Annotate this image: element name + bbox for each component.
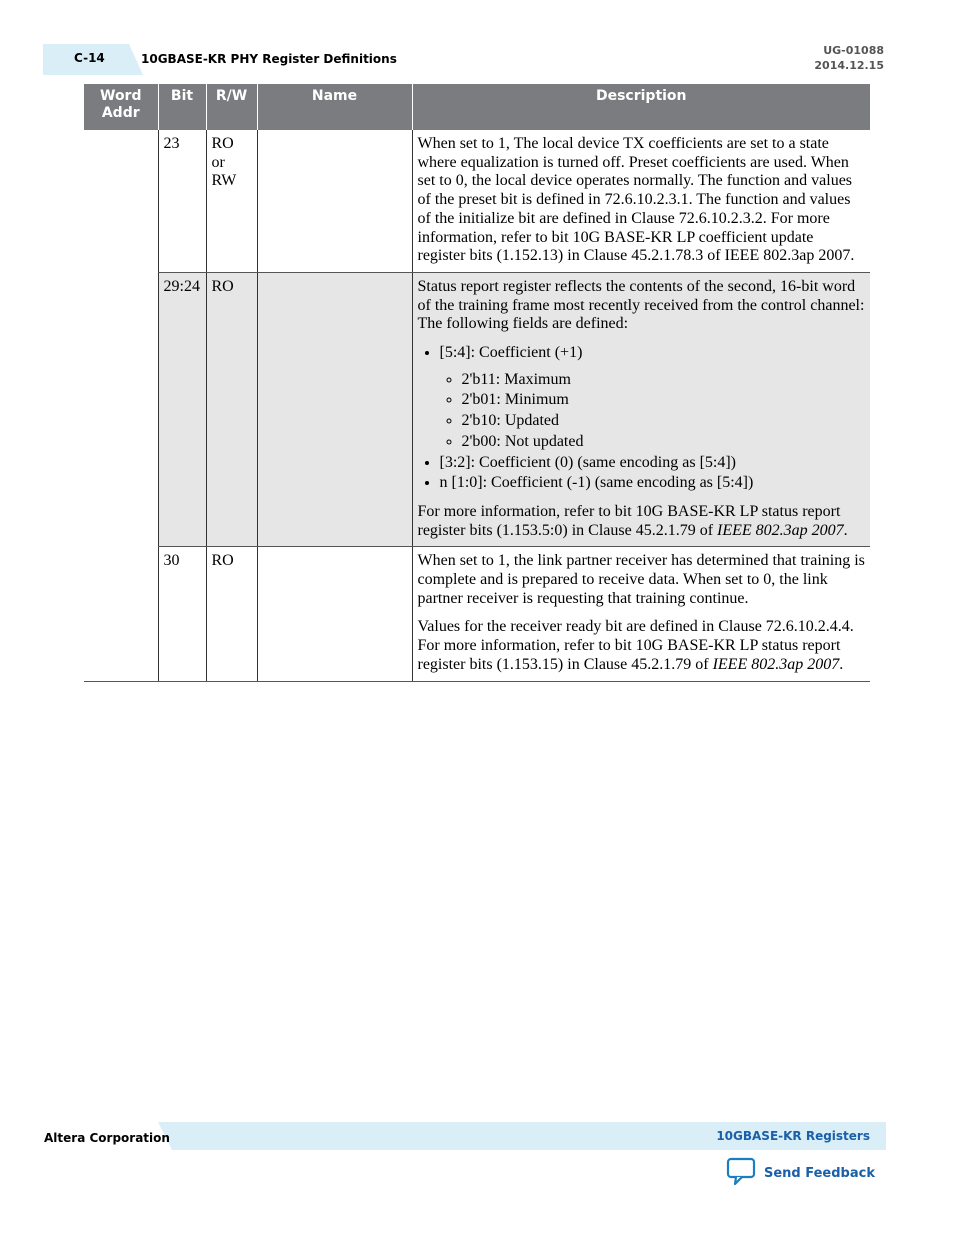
word-addr-cell bbox=[84, 547, 158, 681]
rw-line: RO bbox=[211, 135, 234, 152]
word-addr-cell bbox=[84, 272, 158, 546]
table-row bbox=[84, 272, 870, 546]
rw-line: or bbox=[211, 153, 225, 171]
table-header-row bbox=[84, 84, 870, 130]
document-id: UG-01088 bbox=[823, 44, 884, 57]
register-table bbox=[84, 84, 870, 682]
description-paragraph bbox=[418, 618, 866, 674]
speech-bubble-icon bbox=[726, 1157, 756, 1190]
column-header-bit: Bit bbox=[158, 84, 206, 130]
standard-reference: IEEE 802.3ap 2007 bbox=[712, 655, 840, 673]
column-header-rw: R/W bbox=[206, 84, 257, 130]
field-list bbox=[418, 344, 866, 493]
description-paragraph bbox=[418, 503, 866, 540]
column-header-description: Description bbox=[412, 84, 870, 130]
send-feedback-label: Send Feedback bbox=[764, 1165, 875, 1181]
description-cell bbox=[412, 272, 870, 546]
table-row bbox=[84, 547, 870, 681]
encoding-list-item: ◦ 2'b10: Updated bbox=[462, 412, 866, 431]
name-cell bbox=[257, 547, 412, 681]
rw-cell: RO bbox=[206, 547, 257, 681]
description-text: Values for the receiver ready bit are defined in Clause 72.6.10.2.4.4. For more information, refer to bit 10G BASE-KR LP status report register bits (1.153.15) in Clause 45.2.1.79 of bbox=[417, 618, 854, 673]
field-list-item-text: [5:4]: Coefficient (+1) bbox=[439, 344, 583, 362]
description-paragraph: Status report register reflects the contents of the second, 16-bit word of the training frame most recently received from the control channel: The following fields are defined: bbox=[417, 277, 865, 333]
field-list-item bbox=[440, 344, 866, 452]
bit-cell: 23 bbox=[158, 130, 206, 272]
description-text: . bbox=[839, 655, 844, 673]
bit-cell: 29:24 bbox=[158, 272, 206, 546]
rw-cell bbox=[206, 130, 257, 272]
encoding-list-item: ◦ 2'b11: Maximum bbox=[462, 371, 866, 390]
document-id-block bbox=[814, 43, 884, 73]
description-cell bbox=[412, 130, 870, 272]
name-cell bbox=[257, 272, 412, 546]
table-row bbox=[84, 130, 870, 272]
name-cell bbox=[257, 130, 412, 272]
rw-line: RW bbox=[211, 172, 237, 190]
page-title: 10GBASE-KR PHY Register Definitions bbox=[141, 52, 397, 66]
column-header-name: Name bbox=[257, 84, 412, 130]
company-name: Altera Corporation bbox=[44, 1131, 170, 1145]
send-feedback-link[interactable] bbox=[726, 1158, 875, 1188]
page-number: C-14 bbox=[74, 51, 105, 65]
description-text: For more information, refer to bit 10G BASE-KR LP status report register bits (1.153.5:0) in Clause 45.2.1.79 of bbox=[417, 502, 841, 539]
description-paragraph: When set to 1, The local device TX coefficients are set to a state where equalization is turned off. Preset coefficients are used. When set to 0, the local device operates normally. The function and values of the preset bit is defined in 72.6.10.2.3.1. The function and values of the initialize bit are defined in Clause 72.6.10.2.3.2. For more information, refer to bit 10G BASE-KR LP coefficient update register bits (1.152.13) in Clause 45.2.1.78.3 of IEEE 802.3ap 2007. bbox=[417, 135, 855, 265]
column-header-word-addr: Word Addr bbox=[84, 84, 158, 130]
encoding-list-item: ◦ 2'b01: Minimum bbox=[462, 391, 866, 410]
encoding-list bbox=[440, 371, 866, 452]
bit-cell: 30 bbox=[158, 547, 206, 681]
description-cell bbox=[412, 547, 870, 681]
description-text: . bbox=[843, 521, 848, 539]
document-date: 2014.12.15 bbox=[814, 59, 884, 72]
description-paragraph: When set to 1, the link partner receiver has determined that training is complete and is prepared to receive data. When set to 0, the link partner receiver is requesting that training continue. bbox=[417, 552, 865, 607]
standard-reference: IEEE 802.3ap 2007 bbox=[717, 521, 844, 539]
field-list-item: • n [1:0]: Coefficient (-1) (same encoding as [5:4]) bbox=[440, 474, 866, 493]
rw-cell: RO bbox=[206, 272, 257, 546]
encoding-list-item: ◦ 2'b00: Not updated bbox=[462, 433, 866, 452]
field-list-item: • [3:2]: Coefficient (0) (same encoding as [5:4]) bbox=[440, 454, 866, 473]
word-addr-cell bbox=[84, 130, 158, 272]
section-link[interactable]: 10GBASE-KR Registers bbox=[716, 1129, 870, 1143]
